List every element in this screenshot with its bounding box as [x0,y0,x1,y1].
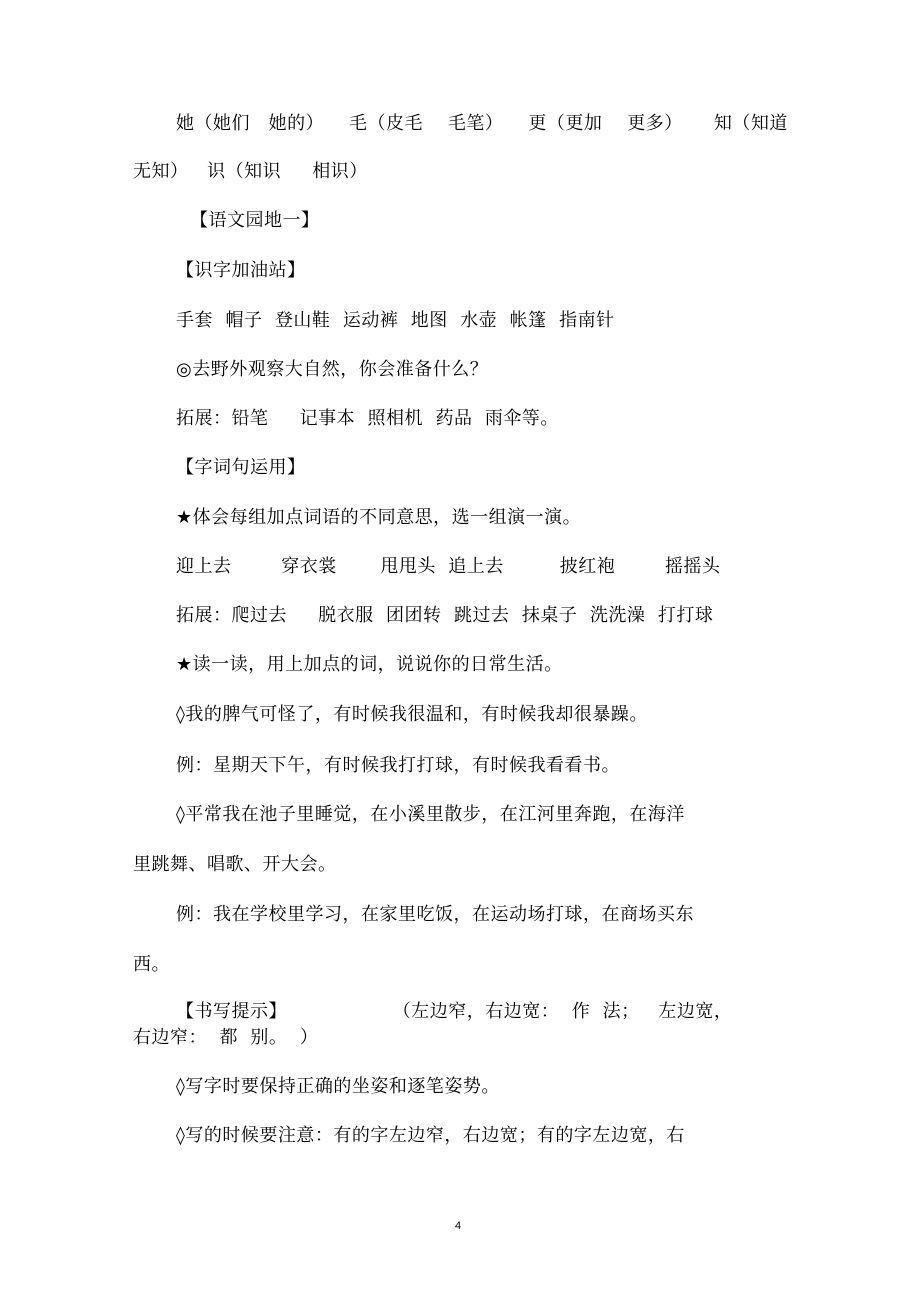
text-line: 迎上去 穿衣裳 甩甩头 追上去 披红袍 摇摇头 [176,556,721,577]
text-line: ◊平常我在池子里睡觉，在小溪里散步，在江河里奔跑，在海洋 [176,804,685,825]
text-line: 里跳舞、唱歌、开大会。 [133,854,337,875]
page-number: 4 [455,1220,462,1232]
text-line: 她（她们 她的） 毛（皮毛 毛笔） 更（更加 更多） 知（知道 [176,113,788,134]
text-line: 无知） 识（知识 相识） [133,161,368,182]
text-line: ★体会每组加点词语的不同意思，选一组演一演。 [176,507,582,528]
text-line: 例：我在学校里学习，在家里吃饭，在运动场打球，在商场买东 [176,904,694,925]
text-line: 右边窄： 都 别。 ） [133,1027,319,1048]
section-heading: 【字词句运用】 [176,457,306,478]
text-line: 西。 [133,954,170,975]
text-line: 拓展：爬过去 脱衣服 团团转 跳过去 抹桌子 洗洗澡 打打球 [176,605,714,626]
text-line: ★读一读，用上加点的词，说说你的日常生活。 [176,654,563,675]
text-line: 手套 帽子 登山鞋 运动裤 地图 水壶 帐篷 指南针 [176,310,615,331]
text-line: 拓展：铅笔 记事本 照相机 药品 雨伞等。 [176,408,559,429]
section-heading: 【语文园地一】 [190,210,320,231]
section-heading: 【识字加油站】 [176,260,306,281]
text-line: ◊写字时要保持正确的坐姿和逐笔姿势。 [176,1076,500,1097]
text-line: 例：星期天下午，有时候我打打球，有时候我看看书。 [176,755,620,776]
text-line: ◊我的脾气可怪了，有时候我很温和，有时候我却很暴躁。 [176,704,648,725]
text-line: ◊写的时候要注意：有的字左边窄，右边宽；有的字左边宽，右 [176,1125,685,1146]
text-line: ◎去野外观察大自然，你会准备什么？ [176,359,489,380]
section-heading: 【书写提示】 （左边窄，右边宽： 作 法； 左边宽， [176,1001,733,1022]
